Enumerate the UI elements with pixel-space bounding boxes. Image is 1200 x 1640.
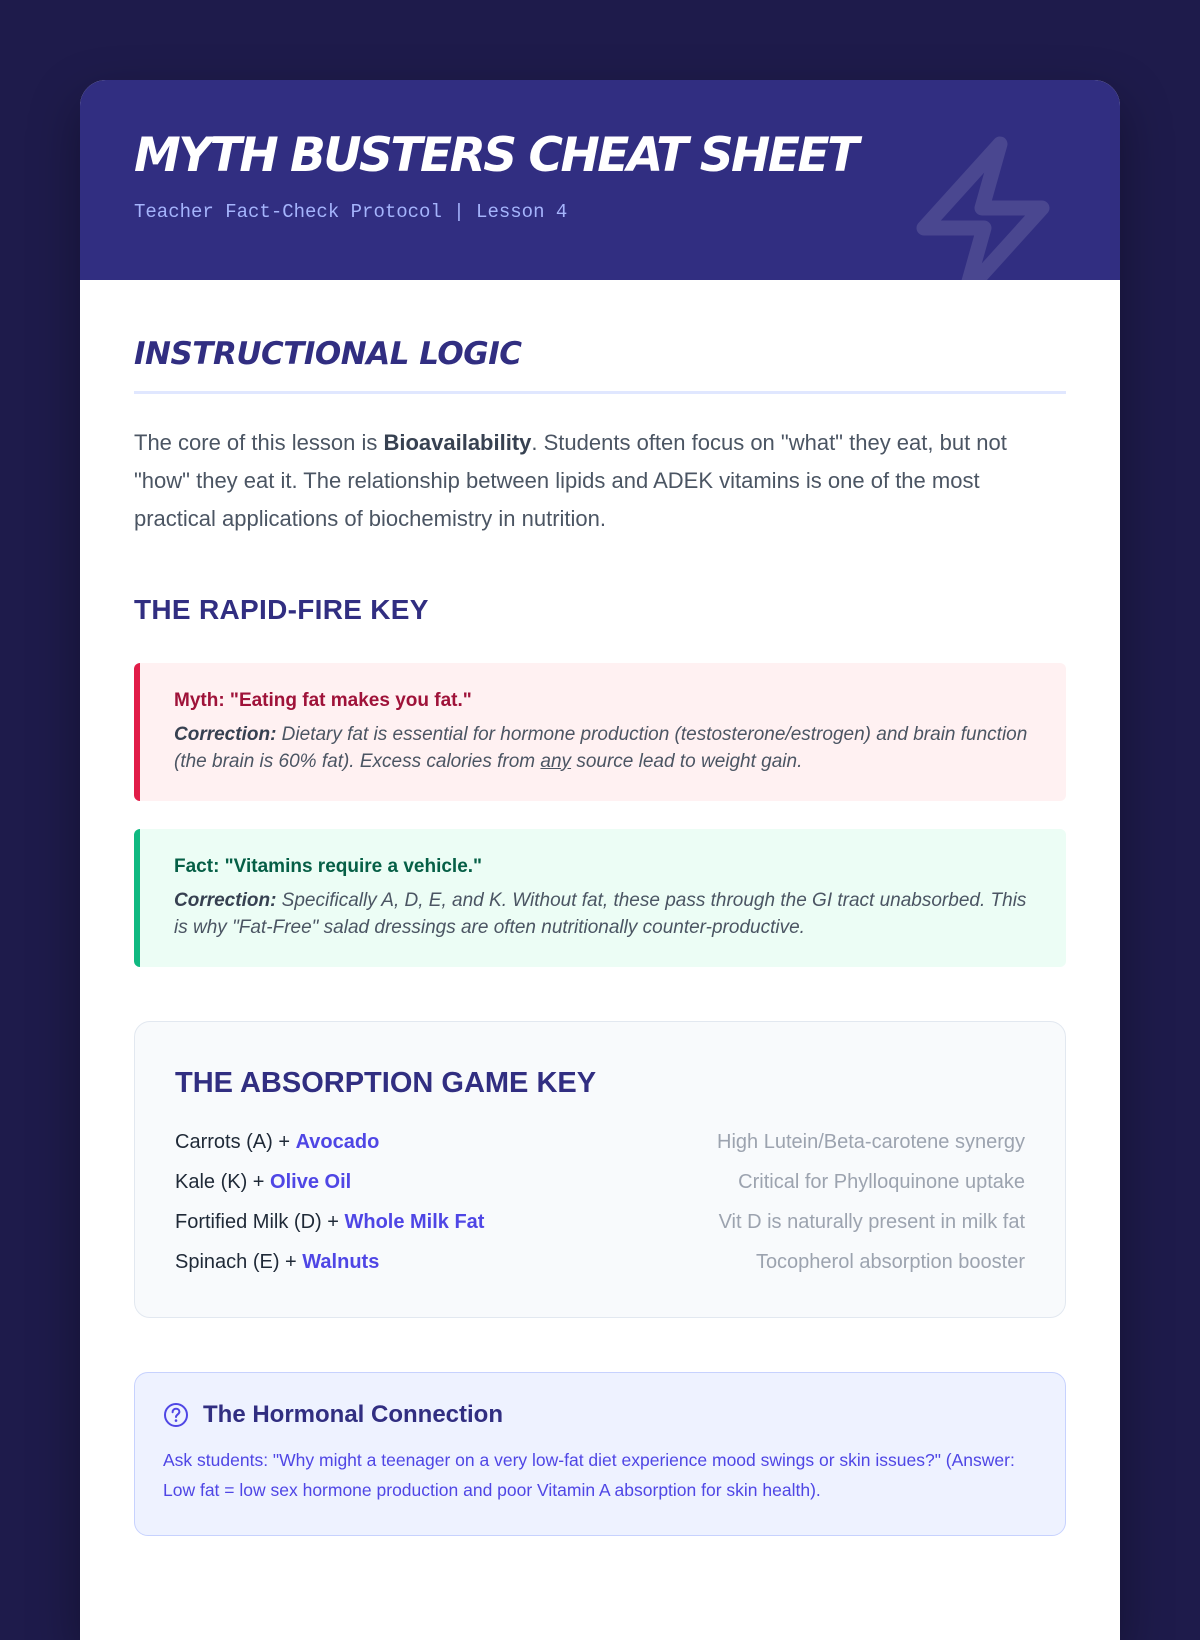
pairing-food: Fortified Milk (D) — [175, 1211, 322, 1234]
instructional-logic-text — [134, 424, 1066, 538]
page-subtitle: Teacher Fact-Check Protocol | Lesson 4 — [134, 201, 568, 223]
rapid-fire-heading: THE RAPID-FIRE KEY — [134, 594, 429, 626]
discussion-title: The Hormonal Connection — [203, 1400, 503, 1428]
myth-card — [134, 663, 1066, 801]
fact-title: Fact: "Vitamins require a vehicle." — [174, 855, 483, 877]
discussion-header — [163, 1401, 1037, 1429]
intro-text-start: The core of this lesson is — [134, 430, 384, 456]
header-banner — [80, 80, 1120, 280]
intro-emphasis: Bioavailability — [383, 430, 532, 456]
pairing-food: Carrots (A) — [175, 1131, 273, 1154]
pairing-combo — [175, 1171, 351, 1194]
content-area — [80, 280, 1120, 1536]
pairing-food: Kale (K) — [175, 1171, 248, 1194]
pairing-plus: + — [321, 1211, 345, 1234]
pairing-fat: Whole Milk Fat — [344, 1211, 485, 1234]
pairing-note: Tocopherol absorption booster — [755, 1251, 1025, 1274]
pairing-combo — [175, 1211, 484, 1234]
page-title: MYTH BUSTERS CHEAT SHEET — [134, 128, 857, 183]
pairing-note: High Lutein/Beta-carotene synergy — [717, 1131, 1025, 1154]
myth-title: Myth: "Eating fat makes you fat." — [174, 689, 472, 711]
cheat-sheet-card — [80, 80, 1120, 1640]
intro-text-end: . Students often focus on "what" they eat, but not "how" they eat it. The relationship between lipids and ADEK vitamins is one of the most practical applications of biochemistry in nutrition. — [134, 430, 1007, 532]
correction-label: Correction: — [174, 723, 277, 745]
pairing-note: Critical for Phylloquinone uptake — [738, 1171, 1025, 1194]
pairing-note: Vit D is naturally present in milk fat — [718, 1211, 1025, 1234]
pairing-row — [175, 1243, 1025, 1283]
pairing-combo — [175, 1251, 379, 1274]
myth-correction — [174, 721, 1036, 775]
discussion-text: Ask students: "Why might a teenager on a very low-fat diet experience mood swings or skin issues?" (Answer: Low fat = low sex hormone production and poor Vitamin A absorption for skin health). — [163, 1449, 1015, 1500]
absorption-game-panel — [134, 1021, 1066, 1318]
correction-label: Correction: — [174, 889, 277, 911]
pairing-fat: Walnuts — [302, 1251, 380, 1274]
pairing-row — [175, 1163, 1025, 1203]
myth-correction-text-start: Dietary fat is essential for hormone production (testosterone/estrogen) and brain function (the brain is 60% fat). Excess calories from — [174, 723, 1028, 772]
pairing-food: Spinach (E) — [175, 1251, 280, 1274]
pairing-plus: + — [279, 1251, 303, 1274]
myth-correction-text-end: source lead to weight gain. — [571, 750, 803, 772]
pairing-fat: Olive Oil — [270, 1171, 352, 1194]
pairing-fat: Avocado — [295, 1131, 380, 1154]
instructional-logic-heading: INSTRUCTIONAL LOGIC — [134, 336, 1066, 394]
pairing-plus: + — [247, 1171, 271, 1194]
question-circle-icon — [163, 1402, 189, 1428]
pairing-row — [175, 1203, 1025, 1243]
lightning-bolt-icon — [912, 134, 1062, 280]
absorption-game-heading: THE ABSORPTION GAME KEY — [175, 1066, 597, 1099]
pairing-row — [175, 1123, 1025, 1163]
fact-correction — [174, 887, 1036, 941]
myth-underlined-word: any — [540, 750, 572, 772]
fact-card — [134, 829, 1066, 967]
discussion-callout — [134, 1372, 1066, 1536]
pairing-plus: + — [272, 1131, 296, 1154]
fact-correction-text: Specifically A, D, E, and K. Without fat, these pass through the GI tract unabsorbed. This is why "Fat-Free" salad dressings are often nutritionally counter-productive. — [174, 889, 1027, 938]
pairing-combo — [175, 1131, 379, 1154]
